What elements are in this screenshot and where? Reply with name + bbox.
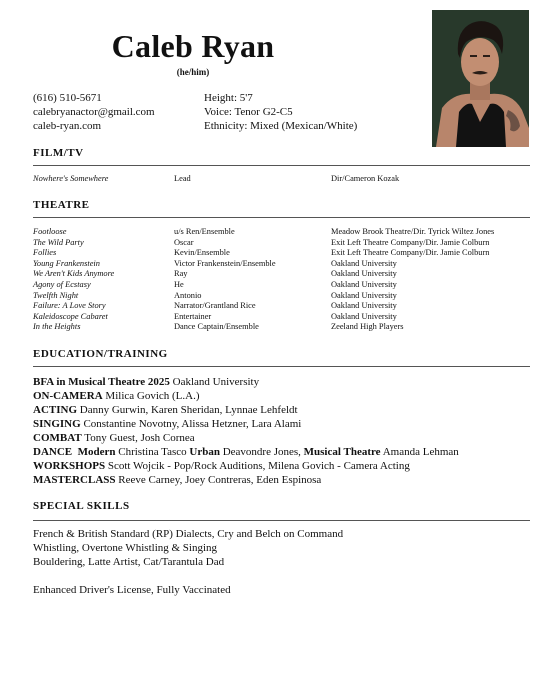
pronouns: (he/him): [176, 67, 210, 77]
credit-role: Oscar: [174, 237, 194, 247]
dance-urban-teachers: Deavondre Jones,: [219, 446, 304, 458]
skills-spacer: [33, 569, 533, 583]
theatre-credits: [33, 227, 533, 333]
credit-role: Narrator/Grantland Rice: [174, 301, 256, 311]
credit-role: Dance Captain/Ensemble: [174, 322, 259, 332]
contact-info: [33, 91, 155, 133]
credit-title: Agony of Ecstasy: [33, 279, 91, 289]
dance-urban-label: Urban: [189, 446, 220, 458]
dance-mt-label: Musical Theatre: [303, 446, 381, 458]
workshops-line: [33, 459, 538, 473]
credit-venue: Dir/Cameron Kozak: [331, 174, 400, 183]
credit-row: [33, 248, 533, 259]
voice-stat: Voice: Tenor G2-C5: [204, 106, 293, 118]
credit-title: The Wild Party: [33, 237, 84, 247]
physical-stats: [204, 91, 357, 133]
credit-title: We Aren't Kids Anymore: [33, 269, 115, 279]
headshot-photo: [432, 10, 529, 147]
credit-row: [33, 238, 533, 249]
dance-line: [33, 445, 538, 459]
credit-row: [33, 301, 533, 312]
credit-role: He: [174, 279, 184, 289]
credit-row: [33, 227, 533, 238]
website: caleb-ryan.com: [33, 120, 102, 132]
actor-name: Caleb Ryan: [111, 28, 275, 64]
credit-row: [33, 269, 533, 280]
credit-title: Twelfth Night: [33, 290, 79, 300]
acting-teachers: Danny Gurwin, Karen Sheridan, Lynnae Lehfeldt: [77, 404, 298, 416]
credit-venue: Oakland University: [331, 279, 397, 289]
singing-label: SINGING: [33, 418, 81, 430]
skills-list: [33, 527, 533, 597]
credit-role: u/s Ren/Ensemble: [174, 227, 235, 236]
oncamera-teachers: Milica Govich (L.A.): [102, 390, 200, 402]
credit-venue: Oakland University: [331, 258, 397, 268]
credit-title: Kaleidoscope Cabaret: [33, 311, 108, 321]
degree-school: Oakland University: [169, 376, 260, 388]
dance-modern-teachers: Christina Tasco: [115, 446, 190, 458]
credit-role: Entertainer: [174, 311, 212, 321]
combat-teachers: Tony Guest, Josh Cornea: [81, 432, 195, 444]
singing-teachers: Constantine Novotny, Alissa Hetzner, Lara Alami: [80, 418, 302, 430]
credit-venue: Exit Left Theatre Company/Dir. Jamie Colburn: [331, 248, 490, 258]
credit-title: Failure: A Love Story: [33, 301, 106, 311]
credit-title: In the Heights: [33, 322, 81, 332]
credit-role: Victor Frankenstein/Ensemble: [174, 258, 276, 268]
degree-label: BFA in Musical Theatre 2025: [33, 376, 170, 388]
credit-title: Follies: [33, 248, 57, 258]
email-address: calebryanactor@gmail.com: [33, 106, 155, 118]
skills-line: French & British Standard (RP) Dialects, Cry and Belch on Command: [33, 528, 344, 540]
masterclass-line: [33, 473, 538, 487]
credit-row: [33, 280, 533, 291]
education-list: [33, 375, 538, 487]
credit-venue: Exit Left Theatre Company/Dir. Jamie Colburn: [331, 237, 490, 247]
dance-label: DANCE Modern: [33, 446, 116, 458]
skills-line: Whistling, Overtone Whistling & Singing: [33, 542, 218, 554]
credit-venue: Meadow Brook Theatre/Dir. Tyrick Wiltez Jones: [331, 227, 495, 236]
credit-row: [33, 291, 533, 302]
masterclass-label: MASTERCLASS: [33, 474, 116, 486]
section-divider: [33, 520, 530, 521]
credit-title: Footloose: [33, 227, 67, 236]
dance-mt-teachers: Amanda Lehman: [380, 446, 459, 458]
credit-venue: Oakland University: [331, 290, 397, 300]
credit-role: Antonio: [174, 290, 202, 300]
credit-row: [33, 174, 533, 185]
singing-line: [33, 417, 538, 431]
section-divider: [33, 217, 530, 218]
credit-role: Lead: [174, 174, 191, 183]
credit-venue: Oakland University: [331, 301, 397, 311]
credit-role: Kevin/Ensemble: [174, 248, 230, 258]
workshops-teachers: Scott Wojcik - Pop/Rock Auditions, Milena Govich - Camera Acting: [105, 460, 410, 472]
height-stat: Height: 5'7: [204, 92, 253, 104]
section-divider: [33, 165, 530, 166]
education-heading: EDUCATION/TRAINING: [33, 348, 168, 360]
section-divider: [33, 366, 530, 367]
oncamera-line: [33, 389, 538, 403]
credit-row: [33, 322, 533, 333]
theatre-heading: THEATRE: [33, 199, 90, 211]
skills-line: Bouldering, Latte Artist, Cat/Tarantula Dad: [33, 556, 225, 568]
credit-row: [33, 259, 533, 270]
credit-row: [33, 312, 533, 323]
credit-venue: Oakland University: [331, 269, 397, 279]
credit-title: Young Frankenstein: [33, 258, 100, 268]
workshops-label: WORKSHOPS: [33, 460, 106, 472]
skills-heading: SPECIAL SKILLS: [33, 500, 130, 512]
acting-label: ACTING: [33, 404, 78, 416]
credit-venue: Oakland University: [331, 311, 397, 321]
acting-line: [33, 403, 538, 417]
oncamera-label: ON-CAMERA: [33, 390, 103, 402]
ethnicity-stat: Ethnicity: Mixed (Mexican/White): [204, 120, 358, 132]
degree-line: [33, 375, 538, 389]
credit-venue: Zeeland High Players: [331, 322, 404, 332]
combat-label: COMBAT: [33, 432, 82, 444]
credit-title: Nowhere's Somewhere: [33, 174, 109, 183]
masterclass-teachers: Reeve Carney, Joey Contreras, Eden Espinosa: [115, 474, 322, 486]
film-tv-credits: [33, 174, 533, 185]
phone-number: (616) 510-5671: [33, 92, 102, 104]
film-tv-heading: FILM/TV: [33, 147, 84, 159]
combat-line: [33, 431, 538, 445]
credit-role: Ray: [174, 269, 188, 279]
skills-line: Enhanced Driver's License, Fully Vaccinated: [33, 584, 231, 596]
